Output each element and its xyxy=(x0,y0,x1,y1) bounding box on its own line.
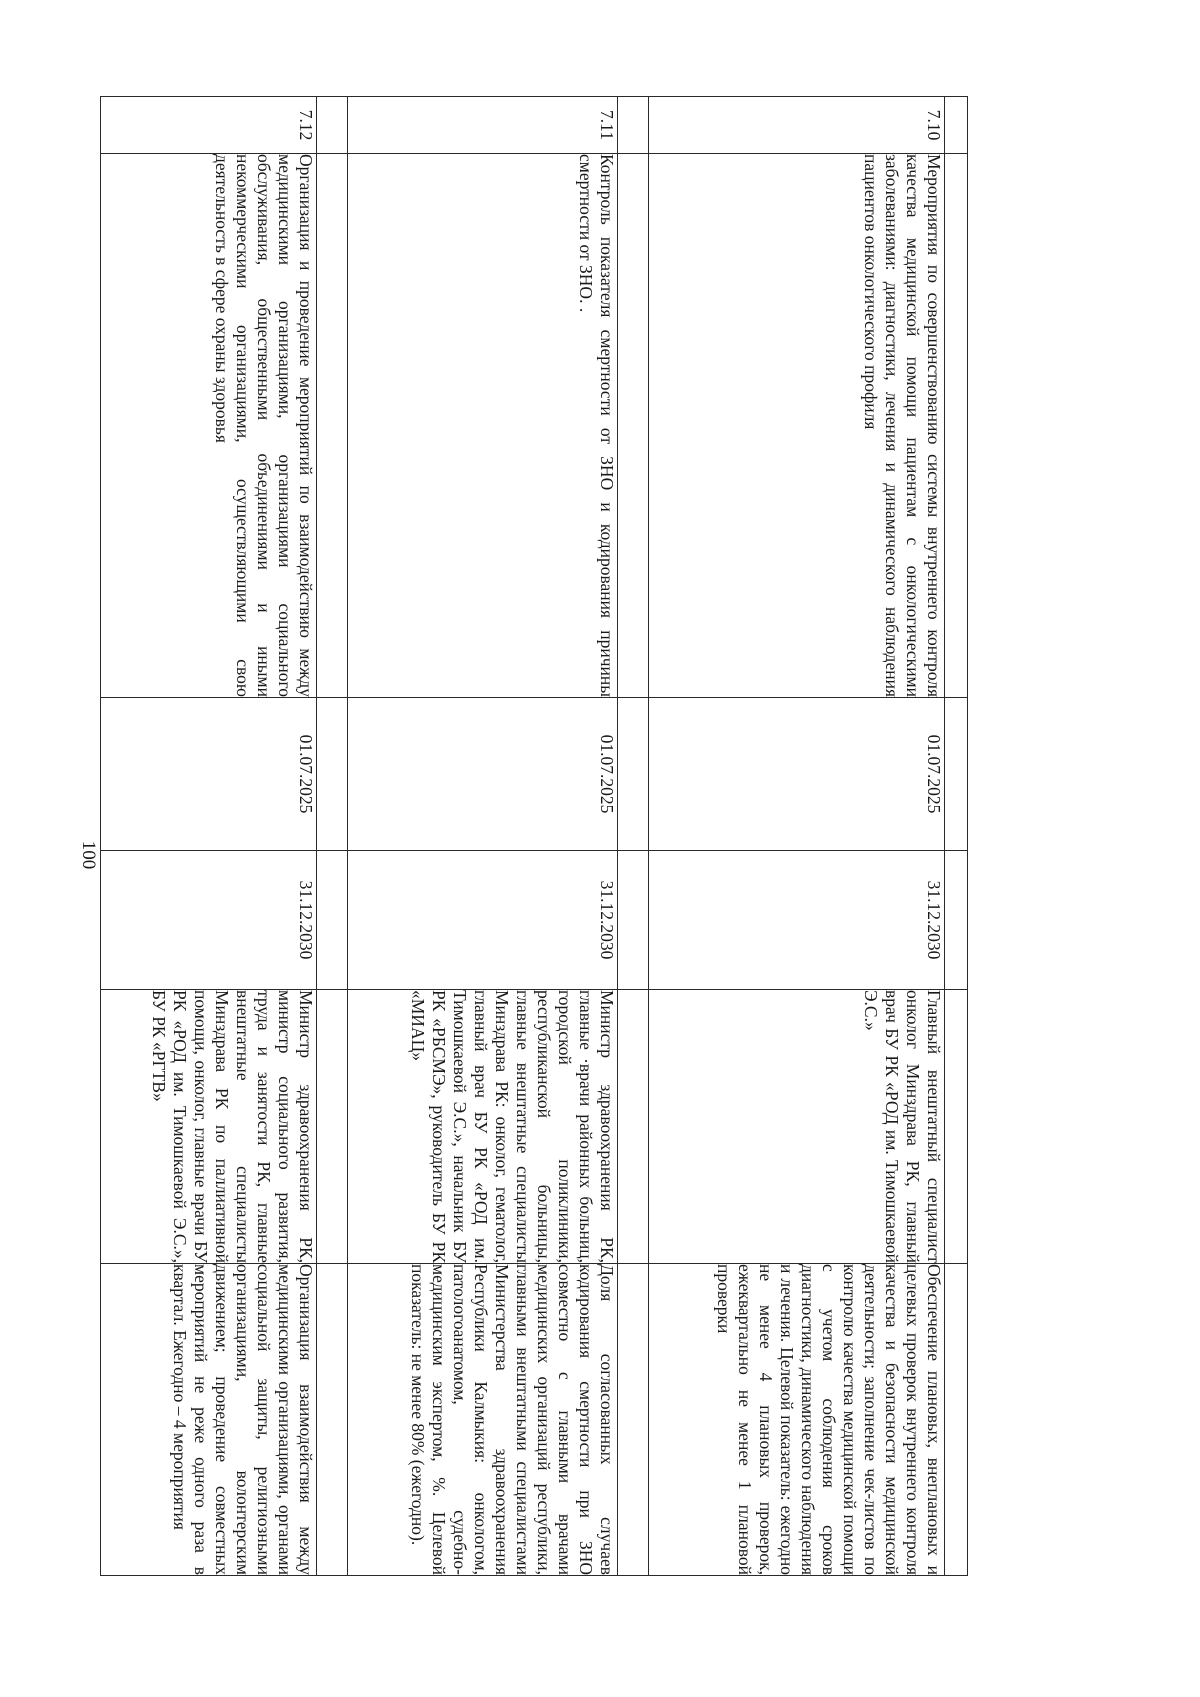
table-row xyxy=(101,97,317,1576)
end-date-cell: 31.12.2030 xyxy=(101,851,317,990)
start-date-cell: 01.07.2025 xyxy=(101,698,317,851)
table-row xyxy=(347,97,617,1576)
row-number: 7.11 xyxy=(347,97,617,154)
start-date-cell: 01.07.2025 xyxy=(347,698,617,851)
page-number: 100 xyxy=(78,840,99,870)
result-cell: Организация взаимодействия между медицинскими организациями, органами социальной защиты, религиозными организациями, волонтерским движением; проведение совместных мероприятий не реже одного раза в квартал. Ежегодно – 4 мероприятия xyxy=(101,1264,317,1576)
event-cell: Организация и проведение мероприятий по взаимодействию между медицинскими организациями, организациями социального обслуживания, общественными объединениями и иными некоммерческими организациями, осуществляющими свою деятельность в сфере охраны здоровья xyxy=(101,154,317,698)
responsible-cell: Министр здравоохранения РК, главные ·врачи районных больниц, городской поликлиники, республиканской больницы, главные внештатные специалисты Минздрава РК: онколог, гематолог, главный врач БУ РК «РОД им. Тимошкаевой Э.С.», начальник БУ РК «РБСМЭ», руководитель БУ РК «МИАЦ» xyxy=(347,990,617,1264)
event-cell: Контроль показателя смертности от ЗНО и кодирования причины смертности от ЗНО. . xyxy=(347,154,617,698)
row-spacer xyxy=(316,97,347,1576)
table-row xyxy=(648,97,944,1576)
row-number: 7.12 xyxy=(101,97,317,154)
responsible-cell: Главный внештатный специалист онколог Минздрава РК, главный врач БУ РК «РОД им. Тимошкаевой Э.С.» xyxy=(648,990,944,1264)
row-number: 7.10 xyxy=(648,97,944,154)
result-cell: Обеспечение плановых, внеплановых и целевых проверок внутреннего контроля качества и безопасности медицинской деятельности; заполнение чек-листов по контролю качества медицинской помощи с учетом соблюдения сроков диагностики, динамического наблюдения и лечения. Целевой показатель: ежегодно не менее 4 плановых проверок, ежеквартально не менее 1 плановой проверки xyxy=(648,1264,944,1576)
result-cell: Доля согласованных случаев кодирования смертности при ЗНО совместно с главными врачами медицинских организаций республики, главными внештатными специалистами Министерства здравоохранения Республики Калмыкия: онкологом, патологоанатомом, судебно-медицинским экспертом, %. Целевой показатель: не менее 80% (ежегодно). xyxy=(347,1264,617,1576)
table-top-strip xyxy=(945,97,968,1576)
end-date-cell: 31.12.2030 xyxy=(648,851,944,990)
measures-table xyxy=(100,96,968,1576)
row-spacer xyxy=(617,97,648,1576)
end-date-cell: 31.12.2030 xyxy=(347,851,617,990)
responsible-cell: Министр здравоохранения РК, министр социального развития, труда и занятости РК, главные внештатные специалисты Минздрава РК по паллиативной помощи, онколог, главные врачи БУ РК «РОД им. Тимошкаевой Э.С.», БУ РК «РГТВ» xyxy=(101,990,317,1264)
start-date-cell: 01.07.2025 xyxy=(648,698,944,851)
event-cell: Мероприятия по совершенствованию системы внутреннего контроля качества медицинской помощи пациентам с онкологическими заболеваниями: диагностики, лечения и динамического наблюдения пациентов онкологического профиля xyxy=(648,154,944,698)
